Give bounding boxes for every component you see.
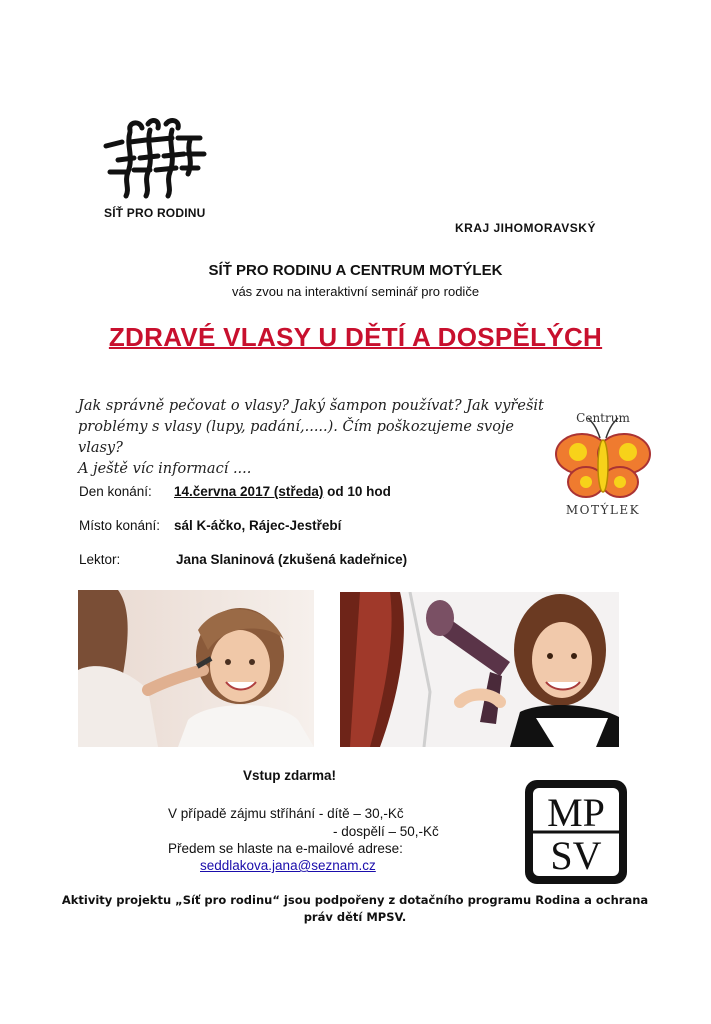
motylek-bottom-text: MOTÝLEK [565, 503, 641, 517]
time-text: od 10 hod [323, 484, 391, 499]
date-text: 14.června 2017 (středa) [174, 484, 324, 499]
region-label: KRAJ JIHOMORAVSKÝ [455, 221, 596, 235]
place-value: sál K-áčko, Rájec-Jestřebí [174, 518, 342, 533]
motylek-top-text: Centrum [576, 411, 630, 425]
lecturer-row [79, 552, 120, 567]
date-value [174, 484, 391, 499]
mpsv-top: MP [547, 790, 605, 835]
footer-line: Aktivity projektu „Síť pro rodinu“ jsou podpořeny z dotačního programu Rodina a ochrana [61, 893, 649, 907]
organizers-line: SÍŤ PRO RODINU A CENTRUM MOTÝLEK [208, 262, 503, 279]
lecturer-label: Lektor: [79, 552, 121, 567]
intro-line: Jak správně pečovat o vlasy? Jaký šampon používat? Jak vyřešit [78, 398, 544, 414]
place-row [79, 518, 160, 533]
date-row [79, 484, 152, 499]
contact-instruction: Předem se hlaste na e-mailové adrese: [168, 841, 403, 856]
sit-pro-rodinu-logo [100, 112, 210, 200]
intro-text [78, 396, 548, 480]
entry-free: Vstup zdarma! [243, 768, 337, 783]
footer-line: práv dětí MPSV. [303, 910, 407, 924]
invitation-line: vás zvou na interaktivní seminář pro rodiče [231, 284, 480, 299]
photo-hairdresser [340, 592, 619, 747]
footer-note [60, 892, 650, 926]
price-adult: - dospělí – 50,-Kč [333, 824, 439, 839]
date-label: Den konání: [79, 484, 152, 499]
photo-child-hair-brushing [78, 590, 314, 747]
logo-text: SÍŤ PRO RODINU [104, 206, 206, 220]
intro-line: A ještě víc informací .... [78, 461, 252, 477]
mpsv-bottom: SV [550, 833, 602, 878]
intro-line: problémy s vlasy (lupy, padání,.....). Čím poškozujeme svoje vlasy? [78, 419, 515, 456]
lecturer-value: Jana Slaninová (zkušená kadeřnice) [176, 552, 408, 567]
centrum-motylek-logo [548, 408, 658, 518]
mpsv-logo [525, 780, 627, 884]
contact-email-link[interactable]: seddlakova.jana@seznam.cz [200, 858, 376, 873]
price-child: V případě zájmu stříhání - dítě – 30,-Kč [168, 806, 404, 821]
place-label: Místo konání: [79, 518, 161, 533]
page-title: ZDRAVÉ VLASY U DĚTÍ A DOSPĚLÝCH [108, 322, 603, 352]
